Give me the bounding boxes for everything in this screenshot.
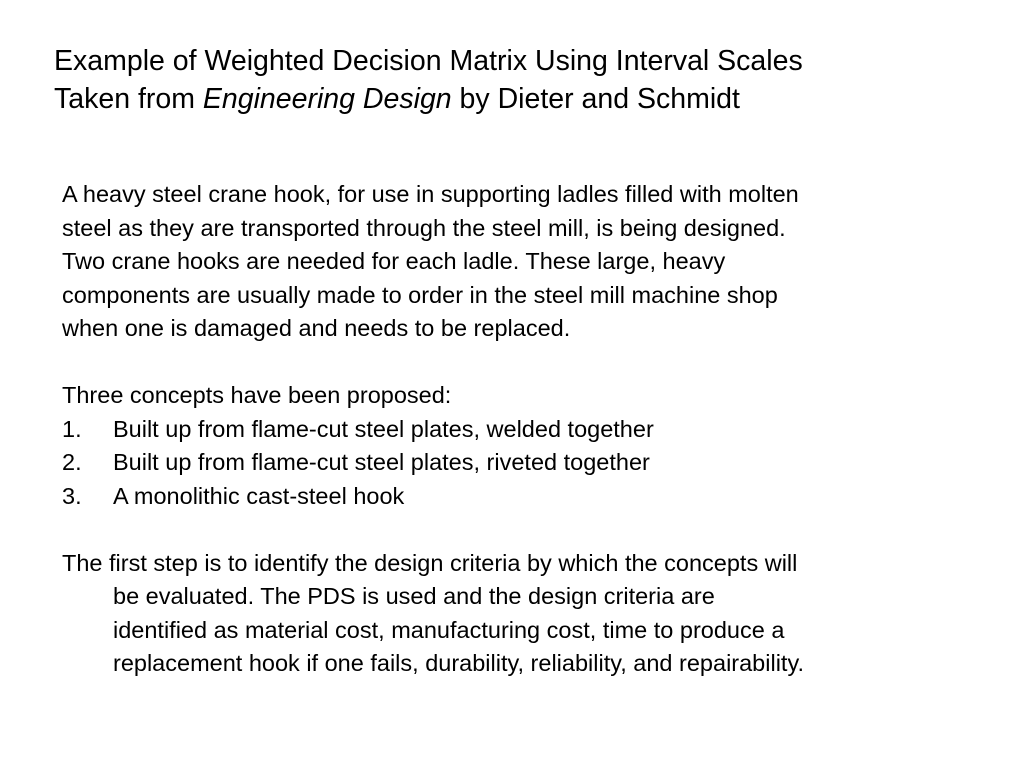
slide-title [54, 42, 994, 118]
list-item-text: Built up from flame-cut steel plates, welded together [113, 415, 654, 442]
intro-line: A heavy steel crane hook, for use in supporting ladles filled with molten [62, 181, 799, 207]
list-item-number: 3. [62, 482, 82, 509]
intro-line: steel as they are transported through the steel mill, is being designed. [62, 214, 786, 241]
list-item-number: 1. [62, 415, 82, 442]
intro-paragraph [62, 178, 962, 346]
book-title: Engineering Design [202, 83, 452, 115]
intro-line: Two crane hooks are needed for each ladle. These large, heavy [62, 248, 726, 274]
criteria-line: replacement hook if one fails, durability, reliability, and repairability. [113, 650, 804, 676]
list-item [62, 446, 962, 480]
title-line-1: Example of Weighted Decision Matrix Using Interval Scales [54, 45, 803, 77]
intro-line: components are usually made to order in the steel mill machine shop [62, 281, 778, 308]
concepts-heading-text: Three concepts have been proposed: [62, 382, 452, 408]
list-item-text: Built up from flame-cut steel plates, riveted together [113, 449, 650, 475]
title-prefix: Taken from [54, 83, 203, 115]
title-suffix: by Dieter and Schmidt [451, 83, 740, 115]
list-item-number: 2. [62, 449, 82, 475]
slide-body [62, 178, 962, 681]
paragraph-spacer [62, 513, 962, 547]
criteria-line: The first step is to identify the design criteria by which the concepts will [62, 549, 798, 576]
list-item-text: A monolithic cast-steel hook [113, 482, 405, 509]
criteria-paragraph [62, 547, 962, 681]
title-line-2 [54, 80, 994, 118]
concepts-heading [62, 379, 962, 413]
criteria-line: be evaluated. The PDS is used and the design criteria are [113, 583, 715, 609]
criteria-line: identified as material cost, manufacturing cost, time to produce a [113, 616, 785, 643]
concepts-list [62, 413, 962, 514]
list-item [62, 413, 962, 447]
intro-line: when one is damaged and needs to be replaced. [62, 315, 571, 341]
list-item [62, 480, 962, 514]
paragraph-spacer [62, 346, 962, 380]
